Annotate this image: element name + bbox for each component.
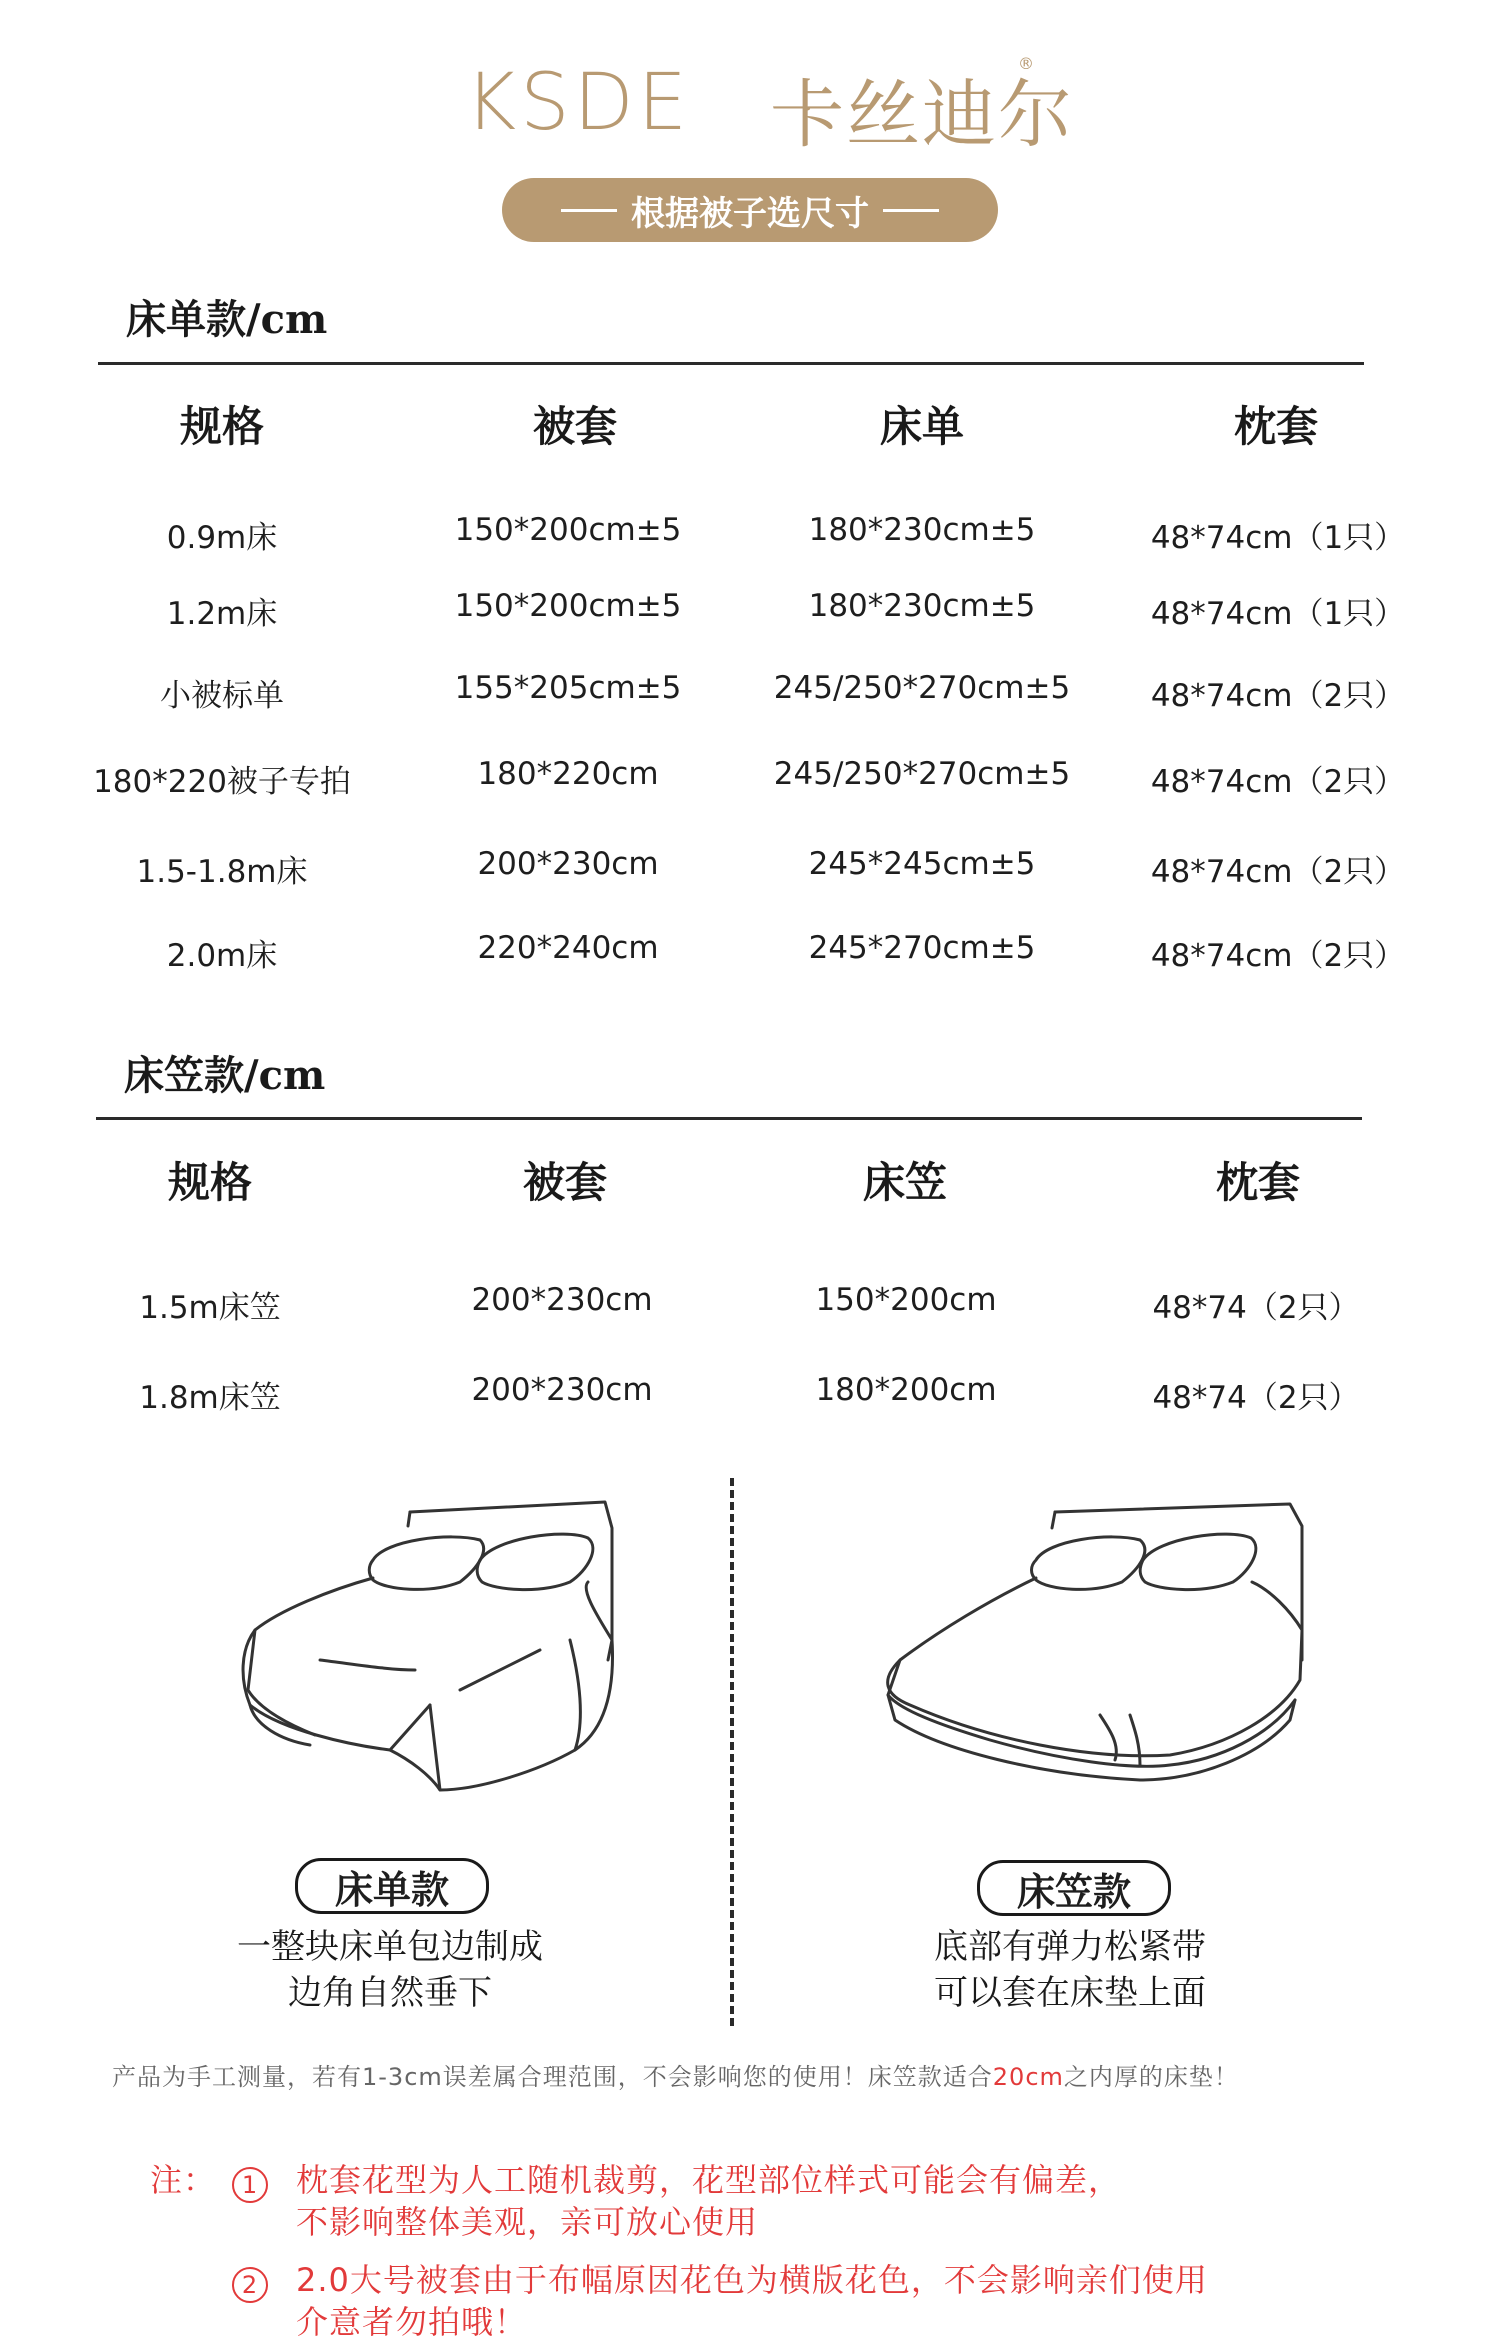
fitted-sheet-desc-2: 可以套在床垫上面: [934, 1973, 1206, 2013]
table-cell: 180*230cm±5: [808, 512, 1036, 548]
section-sheet-title: 床单款/cm: [126, 296, 328, 343]
table-cell: 48*74cm（2只）: [1150, 854, 1406, 890]
note-1-number: 1: [232, 2167, 268, 2203]
table-cell: 200*230cm: [471, 1282, 653, 1318]
header-duvet: 被套: [532, 402, 617, 451]
header-pillowcase: 枕套: [1233, 402, 1318, 451]
note-2-mark: [232, 2262, 268, 2303]
note-1-line-2: 不影响整体美观，亲可放心使用: [296, 2203, 759, 2241]
brand-logo-en: KSDE: [465, 58, 692, 148]
notes-label: 注：: [150, 2161, 217, 2199]
flat-sheet-desc-2: 边角自然垂下: [288, 1973, 492, 2013]
table-cell: 180*220被子专拍: [93, 764, 351, 800]
illustration-divider: [730, 1478, 734, 2026]
section-fitted-rule: [96, 1117, 1362, 1120]
banner-text: 根据被子选尺寸: [631, 193, 869, 234]
table-cell: 1.8m床笠: [139, 1380, 281, 1416]
table-cell: 200*230cm: [477, 846, 659, 882]
table-cell: 48*74cm（1只）: [1150, 520, 1406, 556]
header-sheet: 床单: [879, 402, 964, 451]
header-spec: 规格: [179, 402, 264, 451]
banner-dash-left: [561, 209, 617, 212]
banner-dash-right: [883, 209, 939, 212]
table-cell: 小被标单: [160, 678, 284, 714]
table-cell: 0.9m床: [166, 520, 278, 556]
header-pillowcase: 枕套: [1215, 1158, 1300, 1207]
note-1-line-1: 枕套花型为人工随机裁剪，花型部位样式可能会有偏差，: [296, 2161, 1122, 2199]
table-cell: 245*245cm±5: [808, 846, 1036, 882]
header-fitted-sheet: 床笠: [862, 1158, 947, 1207]
table-cell: 150*200cm: [815, 1282, 997, 1318]
registered-mark: ®: [1018, 54, 1034, 73]
table-cell: 180*230cm±5: [808, 588, 1036, 624]
fitted-sheet-bed-illustration: [840, 1490, 1320, 1820]
table-cell: 150*200cm±5: [454, 588, 682, 624]
footnote-text-a: 产品为手工测量，若有1-3cm误差属合理范围，不会影响您的使用！床笠款适合: [112, 2063, 993, 2091]
table-cell: 180*220cm: [477, 756, 659, 792]
section-sheet-rule: [98, 362, 1364, 365]
table-cell: 48*74cm（2只）: [1150, 764, 1406, 800]
measurement-footnote: [112, 2057, 1239, 2092]
table-cell: 48*74cm（2只）: [1150, 938, 1406, 974]
table-cell: 2.0m床: [166, 938, 278, 974]
table-cell: 1.5m床笠: [139, 1290, 281, 1326]
footnote-highlight: 20cm: [992, 2063, 1064, 2091]
header-spec: 规格: [167, 1158, 252, 1207]
table-cell: 48*74cm（2只）: [1150, 678, 1406, 714]
table-cell: 48*74cm（1只）: [1150, 596, 1406, 632]
flat-sheet-tag: 床单款: [295, 1858, 489, 1914]
flat-sheet-desc-1: 一整块床单包边制成: [237, 1927, 543, 1967]
table-cell: 220*240cm: [477, 930, 659, 966]
section-fitted-title: 床笠款/cm: [124, 1052, 326, 1099]
header-duvet: 被套: [522, 1158, 607, 1207]
note-2-line-1: 2.0大号被套由于布幅原因花色为横版花色，不会影响亲们使用: [296, 2261, 1208, 2299]
table-cell: 48*74（2只）: [1152, 1380, 1360, 1416]
table-cell: 245/250*270cm±5: [773, 670, 1071, 706]
note-1-mark: [232, 2162, 268, 2203]
table-cell: 200*230cm: [471, 1372, 653, 1408]
table-cell: 48*74（2只）: [1152, 1290, 1360, 1326]
note-2-line-2: 介意者勿拍哦！: [296, 2303, 528, 2341]
size-guide-banner: [502, 178, 998, 242]
note-2-number: 2: [232, 2267, 268, 2303]
brand-logo-cn: 卡丝迪尔: [770, 72, 1074, 158]
table-cell: 180*200cm: [815, 1372, 997, 1408]
fitted-sheet-tag: 床笠款: [977, 1860, 1171, 1916]
table-cell: 155*205cm±5: [454, 670, 682, 706]
footnote-text-b: 之内厚的床垫！: [1063, 2063, 1239, 2091]
flat-sheet-bed-illustration: [160, 1490, 620, 1820]
table-cell: 150*200cm±5: [454, 512, 682, 548]
fitted-sheet-desc-1: 底部有弹力松紧带: [934, 1927, 1206, 1967]
table-cell: 245/250*270cm±5: [773, 756, 1071, 792]
table-cell: 245*270cm±5: [808, 930, 1036, 966]
table-cell: 1.2m床: [166, 596, 278, 632]
table-cell: 1.5-1.8m床: [136, 854, 308, 890]
